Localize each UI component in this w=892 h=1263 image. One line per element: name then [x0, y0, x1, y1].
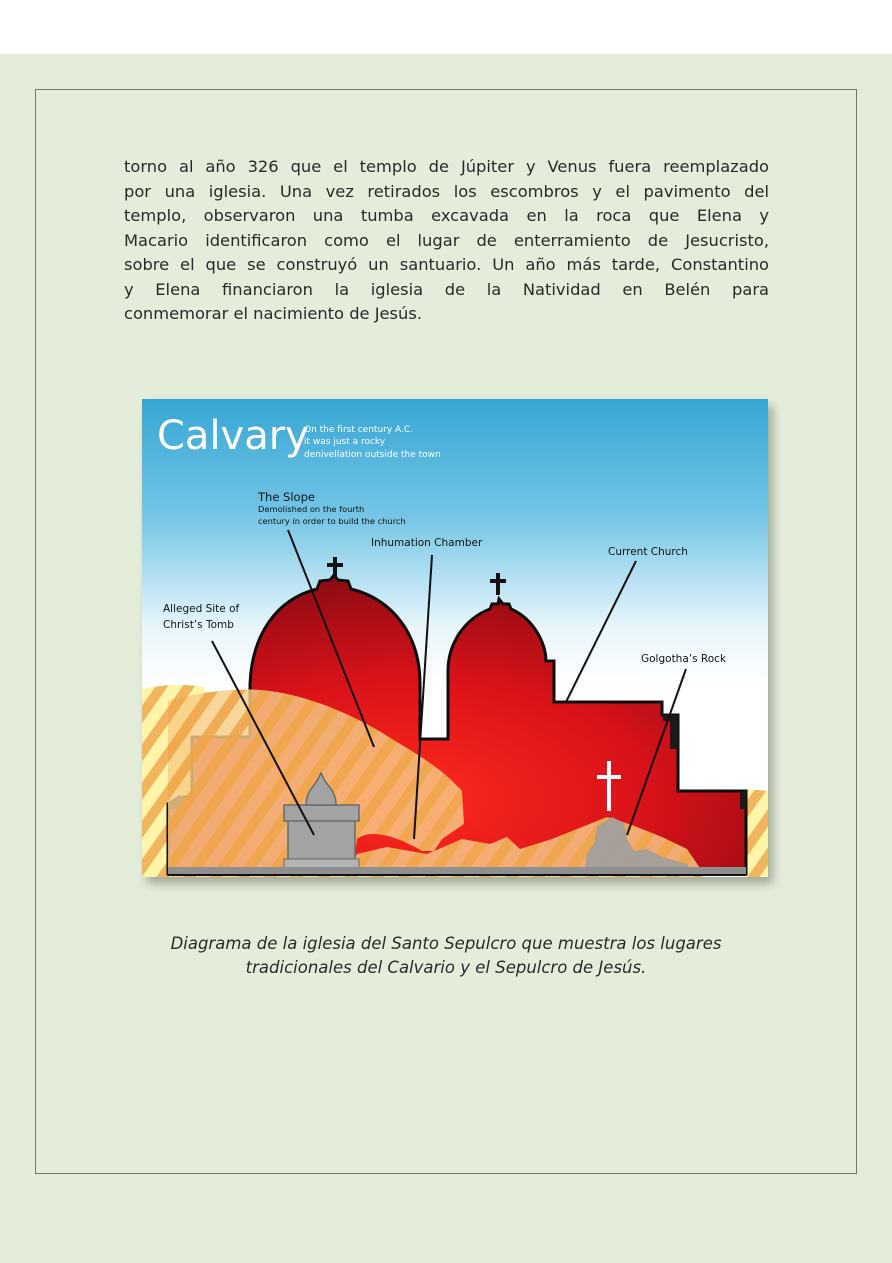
- caption-line: tradicionales del Calvario y el Sepulcro de Jesús.: [245, 958, 647, 977]
- paragraph-line: templo, observaron una tumba excavada en la roca que Elena y: [124, 206, 769, 225]
- label-current-church: Current Church: [608, 546, 688, 558]
- label-slope-note: Demolished on the fourth: [258, 504, 365, 514]
- label-golgotha: Golgotha’s Rock: [641, 653, 727, 665]
- figure-subtitle-line: On the first century A.C.: [304, 425, 414, 435]
- figure-subtitle-line: denivellation outside the town: [304, 450, 441, 460]
- label-slope-title: The Slope: [258, 490, 315, 504]
- label-inhumation: Inhumation Chamber: [371, 537, 483, 549]
- paragraph-line: y Elena financiaron la iglesia de la Natividad en Belén para: [124, 279, 769, 299]
- paragraph-line: sobre el que se construyó un santuario. Un año más tarde, Constantino: [124, 255, 769, 274]
- paragraph-line: conmemorar el nacimiento de Jesús.: [124, 304, 422, 323]
- church-accent: [740, 791, 746, 809]
- paragraph-line: torno al año 326 que el templo de Júpiter y Venus fuera reemplazado: [124, 157, 769, 176]
- caption-line: Diagrama de la iglesia del Santo Sepulcro que muestra los lugares: [170, 934, 722, 953]
- calvary-illustration: [142, 399, 768, 877]
- label-slope-note: century in order to build the church: [258, 516, 406, 526]
- figure-caption: [120, 932, 772, 980]
- figure-subtitle-line: it was just a rocky: [304, 437, 386, 447]
- label-tomb: Alleged Site of: [163, 603, 240, 615]
- paragraph-line: Macario identificaron como el lugar de enterramiento de Jesucristo,: [124, 230, 769, 250]
- outer-rock-right: [746, 789, 768, 877]
- paragraph-line: por una iglesia. Una vez retirados los escombros y el pavimento del: [124, 181, 769, 201]
- calvary-diagram: [142, 399, 768, 877]
- ground-line: [168, 867, 746, 874]
- label-tomb: Christ’s Tomb: [163, 619, 234, 631]
- body-paragraph: [124, 155, 769, 327]
- figure-title: Calvary: [157, 413, 309, 459]
